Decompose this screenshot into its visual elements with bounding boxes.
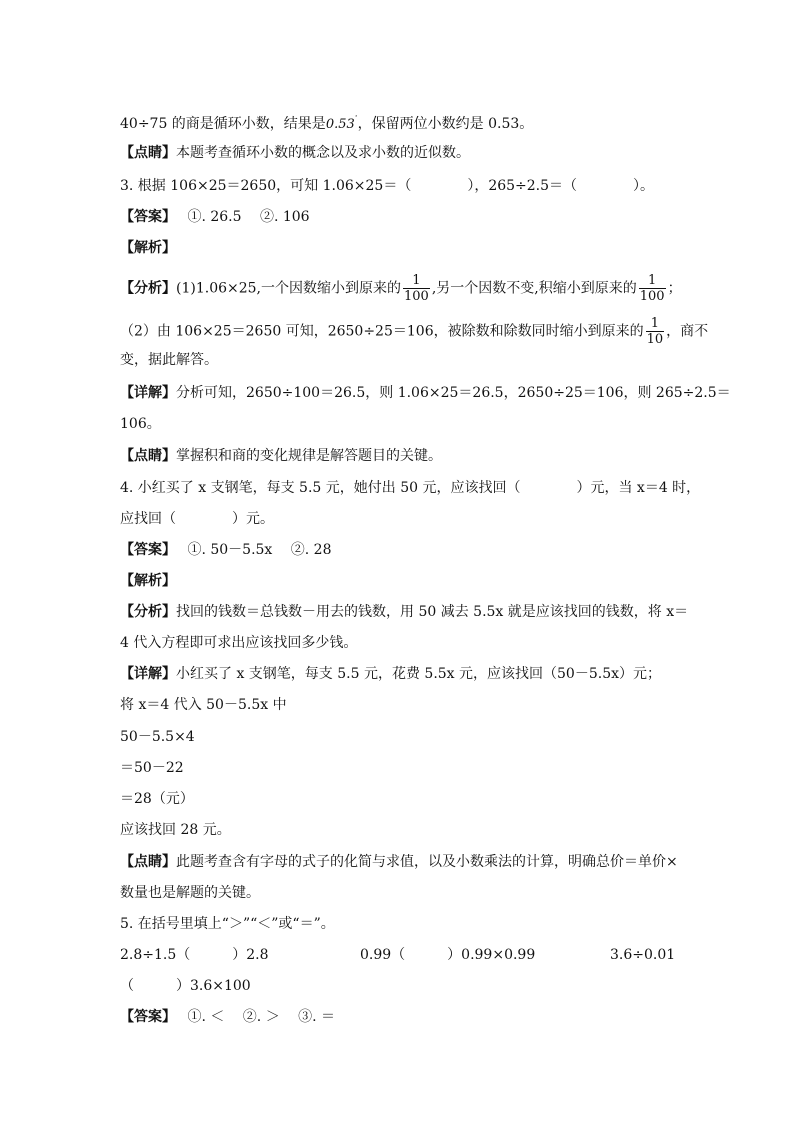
question-3 bbox=[120, 176, 654, 196]
text: 小红买了 x 支钢笔，每支 5.5 元，花费 5.5x 元，应该找回（50－5.5x）元； bbox=[176, 666, 661, 682]
tag-xiangjie: 【详解】 bbox=[120, 666, 176, 682]
text: 数量也是解题的关键。 bbox=[120, 885, 260, 901]
question-5-item-c bbox=[610, 945, 675, 965]
analysis-4-line2 bbox=[120, 633, 357, 653]
text: 40÷75 的商是循环小数，结果是 bbox=[120, 116, 326, 132]
line-2 bbox=[120, 143, 470, 163]
note-3 bbox=[120, 446, 442, 466]
text: ＝50－22 bbox=[120, 760, 184, 776]
question-5-item-b bbox=[360, 945, 535, 965]
tag-dianjing: 【点睛】 bbox=[120, 854, 176, 870]
numerator: 1 bbox=[646, 316, 665, 332]
text: ①. ＜ ②. ＞ ③. ＝ bbox=[169, 1009, 336, 1025]
note-4-line2 bbox=[120, 883, 260, 903]
text: 3. 根据 106×25＝2650，可知 1.06×25＝（ ），265÷2.5＝（ ）。 bbox=[120, 178, 655, 194]
numerator: 1 bbox=[403, 273, 430, 289]
text: ，保留两位小数约是 0.53。 bbox=[357, 116, 534, 132]
question-5 bbox=[120, 914, 335, 934]
fraction bbox=[639, 273, 666, 304]
analysis-3-line3 bbox=[120, 350, 218, 370]
text: 应找回（ ）元。 bbox=[120, 511, 274, 527]
text: ＝28（元） bbox=[120, 791, 194, 807]
rep-digits: 0.5 bbox=[325, 117, 347, 132]
detail-4-line1 bbox=[120, 664, 661, 684]
line-1 bbox=[120, 107, 533, 135]
text: 2.8÷1.5（ ）2.8 bbox=[120, 947, 269, 963]
text: ； bbox=[667, 280, 682, 297]
text: 本题考查循环小数的概念以及求小数的近似数。 bbox=[176, 145, 470, 161]
text: ①. 26.5 ②. 106 bbox=[169, 209, 310, 225]
text: 掌握积和商的变化规律是解答题目的关键。 bbox=[176, 448, 442, 464]
tag-answer: 【答案】 bbox=[120, 1009, 169, 1025]
tag-answer: 【答案】 bbox=[120, 209, 169, 225]
tag-fenxi: 【分析】 bbox=[120, 604, 176, 620]
text: 将 x＝4 代入 50－5.5x 中 bbox=[120, 697, 287, 713]
text: 分析可知，2650÷100＝26.5，则 1.06×25＝26.5，2650÷25＝106，则 265÷2.5＝ bbox=[176, 385, 731, 401]
question-5-item-c-cont bbox=[120, 976, 251, 996]
tag-dianjing: 【点睛】 bbox=[120, 145, 176, 161]
question-4-line2 bbox=[120, 509, 274, 529]
analysis-3-line1 bbox=[120, 273, 682, 304]
tag-answer: 【答案】 bbox=[120, 542, 169, 558]
rep-digit: 3 bbox=[346, 117, 355, 132]
question-4-line1 bbox=[120, 478, 700, 498]
fraction bbox=[646, 316, 665, 347]
text: (1)1.06×25,一个因数缩小到原来的 bbox=[176, 280, 401, 297]
text: 找回的钱数＝总钱数－用去的钱数，用 50 减去 5.5x 就是应该找回的钱数，将 x＝ bbox=[176, 604, 689, 620]
text: 106。 bbox=[120, 416, 161, 432]
text: 5. 在括号里填上“＞”“＜”或“＝”。 bbox=[120, 916, 335, 932]
text: ,另一个因数不变,积缩小到原来的 bbox=[431, 280, 637, 297]
calc-step-3 bbox=[120, 789, 194, 809]
jiexi-4 bbox=[120, 571, 176, 591]
analysis-4-line1 bbox=[120, 602, 688, 622]
denominator: 100 bbox=[639, 289, 665, 304]
text: 应该找回 28 元。 bbox=[120, 822, 231, 838]
text: 4. 小红买了 x 支钢笔，每支 5.5 元，她付出 50 元，应该找回（ ）元，当 x＝4 时， bbox=[120, 480, 701, 496]
text: （2）由 106×25＝2650 可知，2650÷25＝106，被除数和除数同时缩小到原来的 bbox=[120, 323, 644, 340]
text: 4 代入方程即可求出应该找回多少钱。 bbox=[120, 635, 358, 651]
tag-fenxi: 【分析】 bbox=[120, 280, 176, 297]
analysis-3-line2 bbox=[120, 316, 708, 347]
text: ①. 50－5.5x ②. 28 bbox=[169, 542, 332, 558]
text: ，商不 bbox=[666, 323, 709, 340]
text: 变，据此解答。 bbox=[120, 352, 218, 368]
numerator: 1 bbox=[639, 273, 666, 289]
answer-5 bbox=[120, 1007, 335, 1027]
text: 50－5.5×4 bbox=[120, 729, 195, 745]
tag-jiexi: 【解析】 bbox=[120, 240, 176, 256]
recurring-decimal bbox=[325, 112, 358, 132]
detail-3-line2 bbox=[120, 414, 161, 434]
text: （ ）3.6×100 bbox=[120, 978, 251, 994]
detail-4-line2 bbox=[120, 695, 287, 715]
answer-4 bbox=[120, 540, 332, 560]
calc-step-1 bbox=[120, 727, 195, 747]
tag-jiexi: 【解析】 bbox=[120, 573, 176, 589]
fraction bbox=[403, 273, 430, 304]
denominator: 100 bbox=[404, 289, 429, 304]
question-5-item-a bbox=[120, 945, 269, 965]
jiexi-3 bbox=[120, 238, 176, 258]
text: 3.6÷0.01 bbox=[610, 947, 676, 963]
answer-3 bbox=[120, 207, 310, 227]
calc-conclusion bbox=[120, 820, 231, 840]
recurring-dot: · bbox=[354, 112, 358, 122]
note-4-line1 bbox=[120, 852, 678, 872]
calc-step-2 bbox=[120, 758, 184, 778]
tag-xiangjie: 【详解】 bbox=[120, 385, 176, 401]
text: 此题考查含有字母的式子的化简与求值，以及小数乘法的计算，明确总价＝单价× bbox=[176, 854, 678, 870]
tag-dianjing: 【点睛】 bbox=[120, 448, 176, 464]
detail-3-line1 bbox=[120, 383, 731, 403]
denominator: 10 bbox=[646, 332, 664, 347]
text: 0.99（ ）0.99×0.99 bbox=[360, 947, 536, 963]
